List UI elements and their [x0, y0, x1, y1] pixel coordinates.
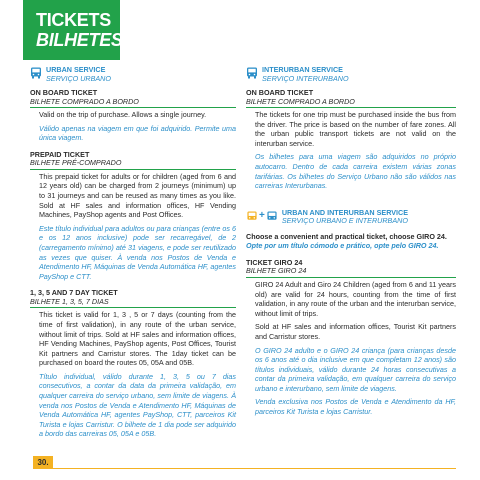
bus-icon [30, 67, 42, 79]
urban-service-column [30, 66, 236, 439]
service-title: URBAN SERVICE [46, 65, 106, 74]
section-text-en: This prepaid ticket for adults or for children (aged from 6 and 12 years old) can be charged from 2 journeys (minimum) up to 31 journeys and can be reused as many times as you like. Sold at HF sales and information offices, HF Vending Machines, PayShop agents and Post Offices. [39, 171, 236, 220]
section-divider [30, 169, 236, 170]
choose-giro-en: Choose a convenient and practical ticket, choose GIRO 24. [246, 231, 447, 241]
section-text-pt: O GIRO 24 adulto e o GIRO 24 criança (para crianças desde os 6 anos até o dia inclusive em que completam 12 anos) são títulos individuais, válido durante 24 horas consecutivas a contar da primeira validação, em qualquer carreira do serviço urbano e interurbano, sem limite de viagens. [255, 345, 456, 393]
section-text-en: The tickets for one trip must be purchased inside the bus from the driver. The price is based on the number of fare zones. All the urban public transport tickets are not valid on the interurban service. [255, 110, 456, 148]
section-text-en: This ticket is valid for 1, 3 , 5 or 7 days (counting from the time of first validation), in any route of the urban service, without limit of trips. Sold at HF sales and information offices, HF Vending Machines, PayShop agents, Post Offices, Tourist Kit partners and Carristur stores. The 1day ticket can be purchased on board the routes 05, 05A and 05B. [39, 310, 236, 368]
page-number: 30. [33, 456, 53, 469]
prepaid-ticket-section [30, 151, 236, 282]
section-divider [246, 277, 456, 278]
service-subtitle: SERVIÇO URBANO E INTERURBANO [281, 216, 408, 226]
page-header [23, 0, 123, 60]
section-text-pt: Venda exclusiva nos Postos de Venda e Atendimento da HF, parceiros Kit Turista e lojas Carristur. [255, 397, 456, 417]
section-subtitle: BILHETE PRÉ-COMPRADO [30, 158, 122, 168]
choose-giro-pt: Opte por um título cómodo e prático, opte pelo GIRO 24. [246, 241, 439, 251]
section-divider [246, 107, 456, 108]
section-text-en: Sold at HF sales and information offices, Tourist Kit partners and Carristur stores. [255, 322, 456, 341]
section-text-en: GIRO 24 Adult and Giro 24 Children (aged from 6 and 11 years old) are valid for 24 hours, counting from the time of first validation, in any route of the urban and the interurban service, without limit of trips. [255, 279, 456, 318]
section-text-pt: Este título individual para adultos ou para crianças (entre os 6 e os 12 anos inclusive) pode ser recarregável, de 2 (carregamento mínimo) até 31 viagens, e pode ser reutilizado as vezes que quiser. À venda nos Postos de Venda e Atendimento HF, Máquinas de Venda Automática HF, agentes PayShop e CTT. [39, 223, 236, 281]
page-title-pt: BILHETES [36, 30, 123, 50]
service-subtitle: SERVIÇO INTERURBANO [262, 73, 349, 83]
section-text-pt: Válido apenas na viagem em que foi adquirido. Permite uma única viagem. [39, 123, 236, 143]
section-title: ON BOARD TICKET [30, 88, 98, 97]
bus-icon [266, 211, 278, 222]
section-divider [30, 307, 236, 308]
bus-icon [246, 211, 258, 222]
section-subtitle: BILHETE COMPRADO A BORDO [246, 96, 355, 106]
section-divider [30, 107, 236, 108]
section-subtitle: BILHETE GIRO 24 [246, 266, 307, 276]
section-text-en: Valid on the trip of purchase. Allows a single journey. [39, 110, 207, 119]
section-title: 1, 3, 5 AND 7 DAY TICKET [30, 288, 118, 298]
service-title: URBAN AND INTERURBAN SERVICE [281, 207, 409, 217]
section-text-pt: Título individual, válido durante 1, 3, 5 ou 7 dias consecutivos, a contar da data da primeira validação, em qualquer carreira do serviço urbano, sem limite de viagens. À venda nos Postos de Venda e Atendimento HF, Máquinas de Venda Automática HF, agentes PayShop, CTT, parceiros Kit Turista e lojas Carristur. O bilhete de 1 dia pode ser adquirido a bordo das carreiras 05, 05A e 05B. [39, 371, 236, 439]
section-title: ON BOARD TICKET [246, 88, 314, 97]
bus-icon [246, 67, 258, 79]
urban-service-heading [30, 66, 236, 83]
section-subtitle: BILHETE 1, 3, 5, 7 DIAS [30, 296, 109, 306]
section-text-pt: Os bilhetes para uma viagem são adquiridos no próprio autocarro. Dentro de cada carreira existem várias zonas tarifárias. Os bilhetes do Serviço Urbano não são válidos nas carreiras Interurbanas. [255, 152, 456, 191]
plus-icon: + [259, 209, 265, 221]
footer-rule [53, 468, 456, 469]
day-ticket-section [30, 289, 236, 439]
onboard-ticket-section [30, 89, 236, 143]
section-title: PREPAID TICKET [30, 149, 90, 159]
interurban-onboard-section [246, 89, 456, 191]
section-title: TICKET GIRO 24 [246, 257, 303, 267]
combined-service-heading [246, 209, 456, 226]
service-title: INTERURBAN SERVICE [262, 65, 343, 74]
page-title: TICKETS [36, 10, 111, 30]
giro-ticket-section [246, 259, 456, 417]
interurban-service-column [246, 66, 456, 417]
service-subtitle: SERVIÇO URBANO [46, 73, 111, 83]
section-subtitle: BILHETE COMPRADO A BORDO [30, 96, 139, 106]
interurban-service-heading [246, 66, 456, 83]
